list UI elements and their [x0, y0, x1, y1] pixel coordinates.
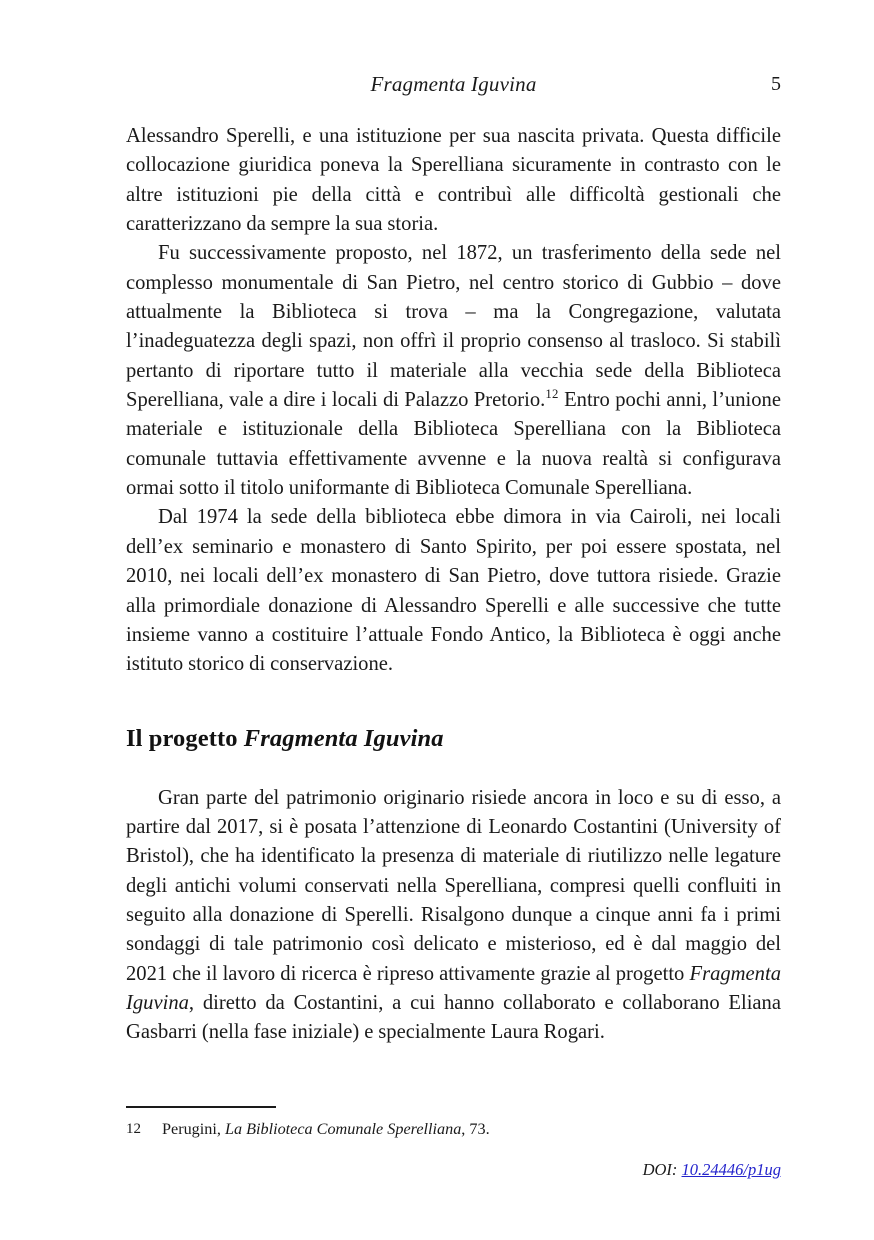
- project-title-italic: Fragmenta Iguvina: [126, 962, 781, 1014]
- paragraph-continued: Alessandro Sperelli, e una istituzione per sua nascita privata. Questa difficile collocazione giuridica poneva la Sperelliana sicuramente in contrasto con le altre istituzioni pie della città e contribuì alle difficoltà gestionali che caratterizzano da sempre la sua storia.: [126, 125, 781, 236]
- section-heading-roman: Il progetto: [126, 724, 244, 752]
- heading-spacer-below: [126, 754, 781, 784]
- page-number: 5: [771, 73, 781, 95]
- paragraph-text-before-note: Fu successivamente proposto, nel 1872, un trasferimento della sede nel complesso monumentale di San Pietro, nel centro storico di Gubbio – dove attualmente la Biblioteca si trova – ma la Congregazione, valutata l’inadeguatezza degli spazi, non offrì il proprio consenso al trasloco. Si stabilì pertanto di riportare tutto il materiale alla vecchia sede della Biblioteca Sperelliana, vale a dire i locali di Palazzo Pretorio.: [126, 242, 781, 412]
- paragraph-text-after-note: Entro pochi anni, l’unione materiale e istituzionale della Biblioteca Sperelliana con la Biblioteca comunale tuttavia effettivamente avvenne e la nuova realtà si configurava ormai sotto il titolo uniformante di Biblioteca Comunale Sperelliana.: [126, 389, 781, 500]
- doi-line: [126, 1160, 781, 1180]
- footnote-author: Perugini,: [162, 1120, 225, 1138]
- running-head-title: Fragmenta Iguvina: [370, 72, 537, 96]
- footnote-reference-12[interactable]: 12: [545, 387, 559, 402]
- footnote-number: 12: [126, 1121, 141, 1137]
- section-heading: [126, 724, 781, 754]
- text-column: [126, 122, 781, 1048]
- paragraph-progetto-part2: , diretto da Costantini, a cui hanno collaborato e collaborano Eliana Gasbarri (nella fase iniziale) e specialmente Laura Rogari.: [126, 991, 781, 1044]
- running-head: [126, 72, 781, 102]
- footnote-locator: , 73.: [461, 1120, 490, 1138]
- paragraph-1974: Dal 1974 la sede della biblioteca ebbe dimora in via Cairoli, nei locali dell’ex seminario e monastero di Santo Spirito, per poi essere spostata, nel 2010, nei locali dell’ex monastero di San Pietro, dove tuttora risiede. Grazie alla primordiale donazione di Alessandro Sperelli e alle successive che tutte insieme vanno a costituire l’attuale Fondo Antico, la Biblioteca è oggi anche istituto storico di conservazione.: [126, 506, 781, 676]
- footnote-separator-rule: [126, 1106, 276, 1108]
- footnote-item-12: [126, 1118, 781, 1140]
- heading-spacer-above: [126, 680, 781, 724]
- footnote-work-title: La Biblioteca Comunale Sperelliana: [224, 1120, 462, 1138]
- footnote-area: [126, 1106, 781, 1140]
- paragraph-progetto-part1: Gran parte del patrimonio originario risiede ancora in loco e su di esso, a partire dal 2017, si è posata l’attenzione di Leonardo Costantini (University of Bristol), che ha identificato la presenza di materiale di riutilizzo nelle legature degli antichi volumi conservati nella Sperelliana, compresi quelli confluiti in seguito alla donazione di Sperelli. Risalgono dunque a cinque anni fa i primi sondaggi di tale patrimonio così delicato e misterioso, ed è dal maggio del 2021 che il lavoro di ricerca è ripreso attivamente grazie al progetto: [126, 786, 781, 985]
- doi-link[interactable]: 10.24446/p1ug: [681, 1160, 781, 1179]
- paragraph-trasferimento: [126, 239, 781, 503]
- paragraph-progetto: [126, 784, 781, 1048]
- doi-label: DOI:: [642, 1160, 682, 1179]
- section-heading-italic-title: Fragmenta Iguvina: [243, 724, 444, 752]
